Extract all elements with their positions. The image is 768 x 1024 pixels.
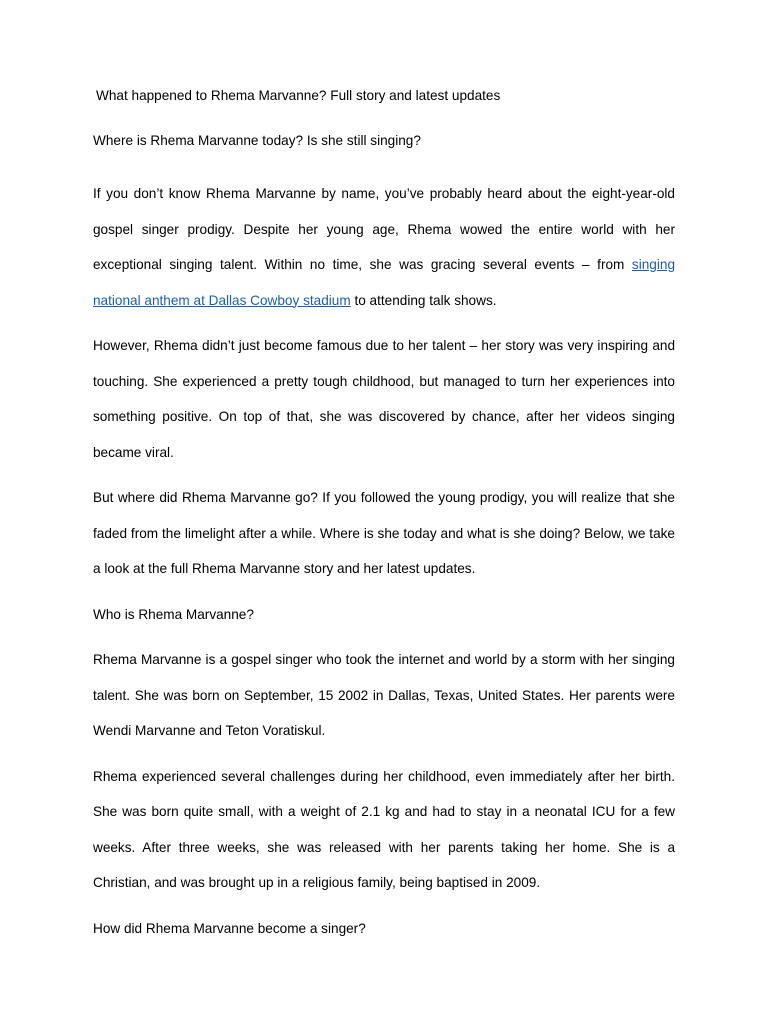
spacer [93,749,675,759]
paragraph-where: But where did Rhema Marvanne go? If you followed the young prodigy, you will realize that she faded from the limelight after a while. Where is she today and what is she doing? Below, we take a look at the full Rhema Marvanne story and her latest updates. [93,490,675,576]
paragraph-fame: However, Rhema didn’t just become famous due to her talent – her story was very inspiring and touching. She experienced a pretty tough childhood, but managed to turn her experiences into something positive. On top of that, she was discovered by chance, after her videos singing became viral. [93,338,675,460]
spacer [93,318,675,328]
spacer [93,106,675,131]
paragraph-intro [93,176,675,318]
spacer [93,151,675,176]
paragraph-childhood: Rhema experienced several challenges during her childhood, even immediately after her birth. She was born quite small, with a weight of 2.1 kg and had to stay in a neonatal ICU for a few weeks. After three weeks, she was released with her parents taking her home. She is a Christian, and was brought up in a religious family, being baptised in 2009. [93,768,675,890]
article-title: What happened to Rhema Marvanne? Full story and latest updates [96,88,501,103]
spacer [93,901,675,911]
document-page [93,86,675,946]
spacer [93,470,675,480]
paragraph-intro-text: If you don’t know Rhema Marvanne by name, you’ve probably heard about the eight-year-old gospel singer prodigy. Despite her young age, Rhema wowed the entire world with her exceptional singing talent. Within no time, she was gracing several events – from [93,186,675,272]
national-anthem-link[interactable]: singing national anthem at Dallas Cowboy stadium [93,257,675,308]
article-subtitle: Where is Rhema Marvanne today? Is she still singing? [93,133,421,148]
paragraph-bio: Rhema Marvanne is a gospel singer who took the internet and world by a storm with her singing talent. She was born on September, 15 2002 in Dallas, Texas, United States. Her parents were Wendi Marvanne and Teton Voratiskul. [93,652,675,738]
paragraph-intro-tail: to attending talk shows. [350,292,497,308]
spacer [93,587,675,597]
spacer [93,632,675,642]
heading-how: How did Rhema Marvanne become a singer? [93,920,366,936]
heading-who: Who is Rhema Marvanne? [93,606,254,622]
